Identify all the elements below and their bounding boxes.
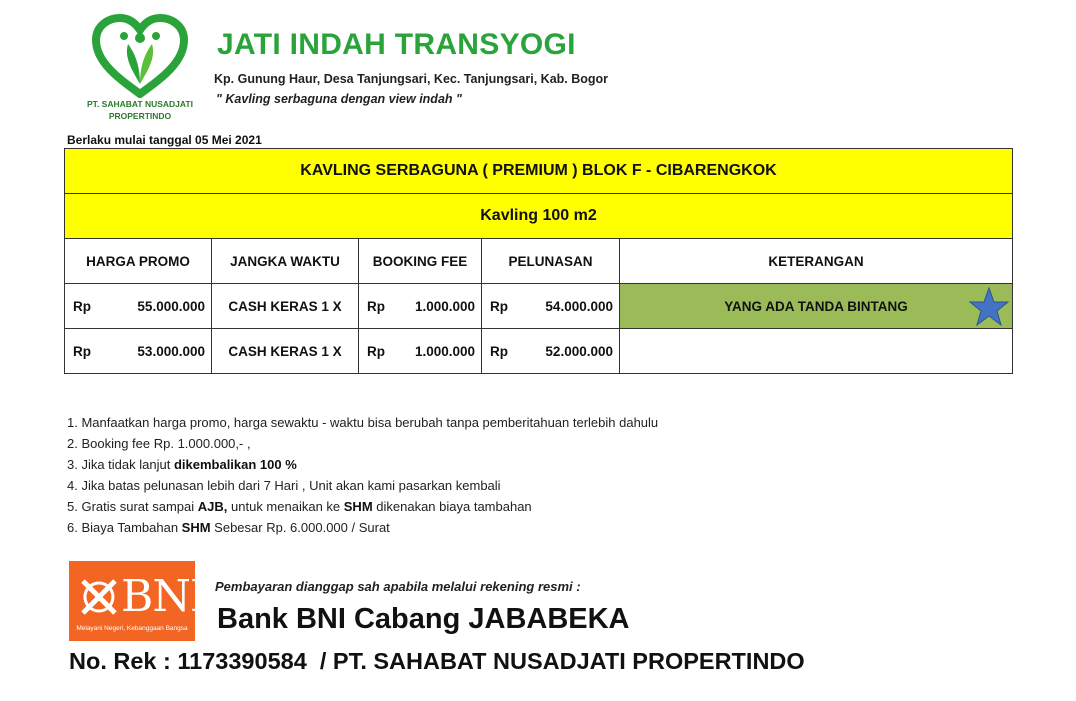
table-title: KAVLING SERBAGUNA ( PREMIUM ) BLOK F - CIBARENGKOK [65,149,1013,194]
booking-cell: Rp 1.000.000 [359,284,482,329]
column-header: JANGKA WAKTU [212,239,359,284]
bni-logo [69,561,207,641]
logo-caption: PT. SAHABAT NUSADJATI PROPERTINDO [87,99,193,121]
company-name: JATI INDAH TRANSYOGI [217,28,576,61]
list-item: 6. Biaya Tambahan SHM Sebesar Rp. 6.000.000 / Surat [67,520,390,535]
list-item: 4. Jika batas pelunasan lebih dari 7 Hari , Unit akan kami pasarkan kembali [67,478,501,493]
bni-mark-icon [79,577,119,617]
table-row [65,329,1013,374]
price-cell: Rp 55.000.000 [65,284,212,329]
list-item: 5. Gratis surat sampai AJB, untuk menaikan ke SHM dikenakan biaya tambahan [67,499,532,514]
bni-slogan: Melayani Negeri, Kebanggaan Bangsa [76,625,188,632]
table-subtitle: Kavling 100 m2 [65,194,1013,239]
payment-note: Pembayaran dianggap sah apabila melalui rekening resmi : [215,579,581,594]
settlement-cell: Rp 54.000.000 [482,284,620,329]
bni-wordmark: BNI [121,571,207,622]
bank-name: Bank BNI Cabang JABABEKA [217,603,630,635]
table-row [65,284,1013,329]
company-tagline: " Kavling serbaguna dengan view indah " [216,92,462,106]
terms-list [67,412,658,538]
column-header: BOOKING FEE [359,239,482,284]
company-address: Kp. Gunung Haur, Desa Tanjungsari, Kec. Tanjungsari, Kab. Bogor [214,72,609,86]
heart-leaf-icon [88,14,192,98]
list-item: 3. Jika tidak lanjut dikembalikan 100 % [67,457,297,472]
term-cell: CASH KERAS 1 X [212,284,359,329]
price-cell: Rp 53.000.000 [65,329,212,374]
note-cell: YANG ADA TANDA BINTANG [620,284,1013,329]
settlement-cell: Rp 52.000.000 [482,329,620,374]
account-number: No. Rek : 1173390584 / PT. SAHABAT NUSADJATI PROPERTINDO [69,648,805,674]
list-item: 2. Booking fee Rp. 1.000.000,- , [67,436,251,451]
column-header: HARGA PROMO [65,239,212,284]
company-logo [78,14,202,126]
column-header: PELUNASAN [482,239,620,284]
column-header: KETERANGAN [620,239,1013,284]
booking-cell: Rp 1.000.000 [359,329,482,374]
effective-date: Berlaku mulai tanggal 05 Mei 2021 [67,133,262,147]
price-table [64,148,1013,374]
note-cell [620,329,1013,374]
term-cell: CASH KERAS 1 X [212,329,359,374]
star-icon [968,286,1010,328]
list-item: 1. Manfaatkan harga promo, harga sewaktu - waktu bisa berubah tanpa pemberitahuan terlebih dahulu [67,415,659,430]
